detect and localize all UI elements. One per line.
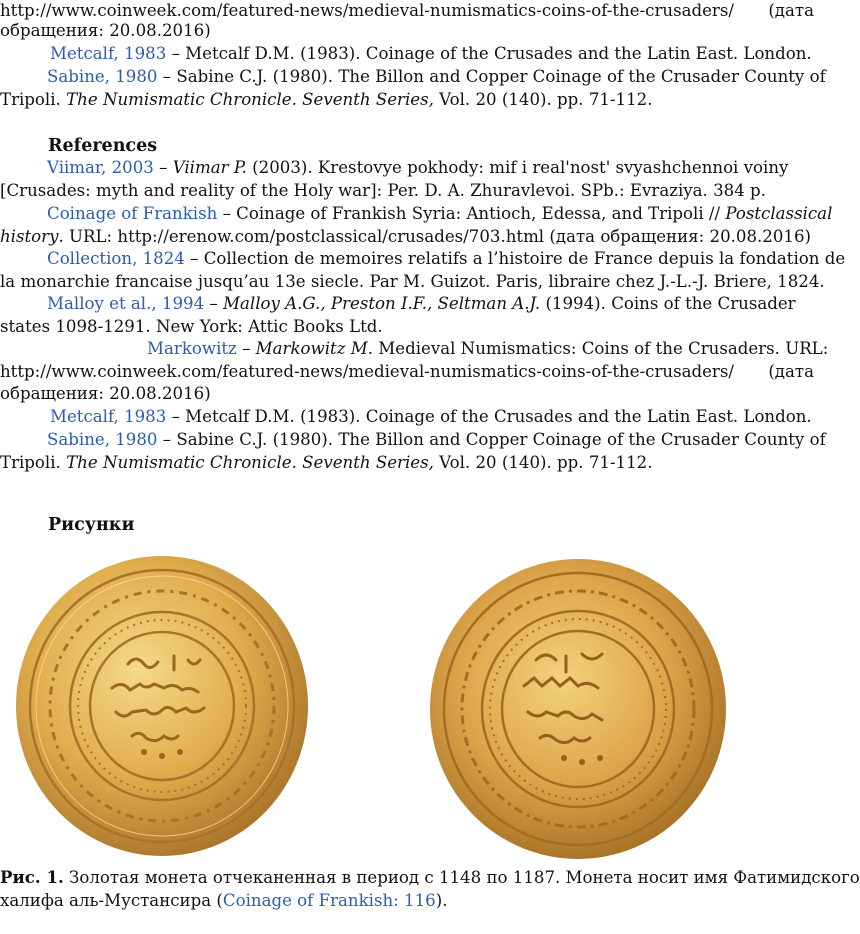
ref-journal: The Numismatic Chronicle. Seventh Series,	[66, 453, 434, 472]
ref-text: Medieval Numismatics: Coins of the Crusaders. URL:	[372, 339, 829, 358]
ref-journal: The Numismatic Chronicle. Seventh Series,	[66, 90, 434, 109]
ref-collection-cont: la monarchie francaise jusqu’au 13e siecle. Par M. Guizot. Paris, libraire chez J.-L.-J. Briere, 1824.	[0, 272, 825, 291]
ref-malloy-cont: states 1098-1291. New York: Attic Books Ltd.	[0, 317, 383, 336]
coin-obverse	[16, 556, 308, 856]
ref-link[interactable]: Malloy et al., 1994	[47, 294, 205, 313]
gold-coins-image	[16, 556, 814, 856]
ref-link[interactable]: Markowitz	[147, 339, 237, 358]
ref-viimar-cont: [Crusades: myth and reality of the Holy war]: Per. D. A. Zhuravlevoi. SPb.: Evraziya. 384 p.	[0, 181, 766, 200]
date-line: обращения: 20.08.2016)	[0, 21, 211, 40]
ref-sabine-top-cont	[0, 89, 653, 111]
ref-text: –	[236, 339, 256, 358]
date-word: (дата	[768, 362, 814, 381]
caption-line-1	[0, 866, 860, 889]
url-text: http://www.coinweek.com/featured-news/medieval-numismatics-coins-of-the-crusaders/	[0, 1, 734, 20]
ref-sabine	[47, 429, 826, 451]
ref-link[interactable]: Sabine, 1980	[47, 430, 158, 449]
ref-text: Vol. 20 (140). pp. 71-112.	[433, 90, 653, 109]
ref-author: Malloy A.G., Preston I.F., Seltman A.J.	[223, 294, 541, 313]
ref-text: – Collection de memoires relatifs a l’histoire de France depuis la fondation de	[184, 249, 846, 268]
ref-collection	[47, 248, 845, 270]
ref-text: (1994). Coins of the Crusader	[540, 294, 796, 313]
coin-reverse	[430, 559, 726, 859]
ref-text: (2003). Krestovye pokhody: mif i real'nost' svyashchennoi voiny	[246, 158, 789, 177]
ref-link[interactable]: Metcalf, 1983	[50, 407, 167, 426]
ref-metcalf-top	[50, 43, 812, 65]
ref-frankish-cont	[0, 226, 811, 248]
caption-label: Рис. 1.	[0, 867, 64, 887]
ref-markowitz-url	[0, 361, 816, 383]
ref-text: –	[204, 294, 224, 313]
ref-link[interactable]: Collection, 1824	[47, 249, 185, 268]
ref-author: Viimar P.	[172, 158, 247, 177]
ref-markowitz-date: обращения: 20.08.2016)	[0, 384, 211, 403]
ref-link[interactable]: Viimar, 2003	[47, 158, 154, 177]
ref-text: Tripoli.	[0, 453, 67, 472]
caption-text: ).	[435, 891, 448, 910]
figure-caption	[0, 866, 860, 912]
ref-author: Markowitz M.	[255, 339, 373, 358]
ref-frankish	[47, 203, 832, 225]
ref-markowitz	[147, 338, 828, 360]
ref-title: Postclassical	[725, 204, 833, 223]
ref-text: –	[153, 158, 173, 177]
ref-text: Tripoli.	[0, 90, 67, 109]
ref-link[interactable]: Coinage of Frankish	[47, 204, 218, 223]
ref-link[interactable]: Sabine, 1980	[47, 67, 158, 86]
date-word: (дата	[768, 1, 814, 20]
ref-malloy	[47, 293, 796, 315]
caption-link[interactable]: Coinage of Frankish: 116	[222, 891, 436, 910]
url-line	[0, 0, 816, 22]
ref-text: – Metcalf D.M. (1983). Coinage of the Crusades and the Latin East. London.	[166, 407, 812, 426]
ref-text: . URL: http://erenow.com/postclassical/crusades/703.html (дата обращения: 20.08.2016)	[58, 227, 811, 246]
ref-metcalf	[50, 406, 812, 428]
caption-text: Золотая монета отчеканенная в период с 1148 по 1187. Монета носит имя Фатимидского	[63, 868, 860, 887]
ref-sabine-cont	[0, 452, 653, 474]
ref-text: – Coinage of Frankish Syria: Antioch, Edessa, and Tripoli //	[217, 204, 726, 223]
ref-viimar	[47, 157, 788, 179]
caption-line-2	[0, 889, 816, 912]
ref-sabine-top	[47, 66, 826, 88]
figures-heading: Рисунки	[48, 515, 135, 535]
ref-text: – Sabine C.J. (1980). The Billon and Copper Coinage of the Crusader County of	[157, 430, 826, 449]
ref-text: – Sabine C.J. (1980). The Billon and Copper Coinage of the Crusader County of	[157, 67, 826, 86]
ref-text: Vol. 20 (140). pp. 71-112.	[433, 453, 653, 472]
caption-text: халифа аль-Мустансира (	[0, 891, 223, 910]
ref-title: history	[0, 227, 59, 246]
ref-url: http://www.coinweek.com/featured-news/medieval-numismatics-coins-of-the-crusaders/	[0, 362, 734, 381]
references-heading: References	[48, 136, 158, 156]
ref-link[interactable]: Metcalf, 1983	[50, 44, 167, 63]
ref-text: – Metcalf D.M. (1983). Coinage of the Crusades and the Latin East. London.	[166, 44, 812, 63]
